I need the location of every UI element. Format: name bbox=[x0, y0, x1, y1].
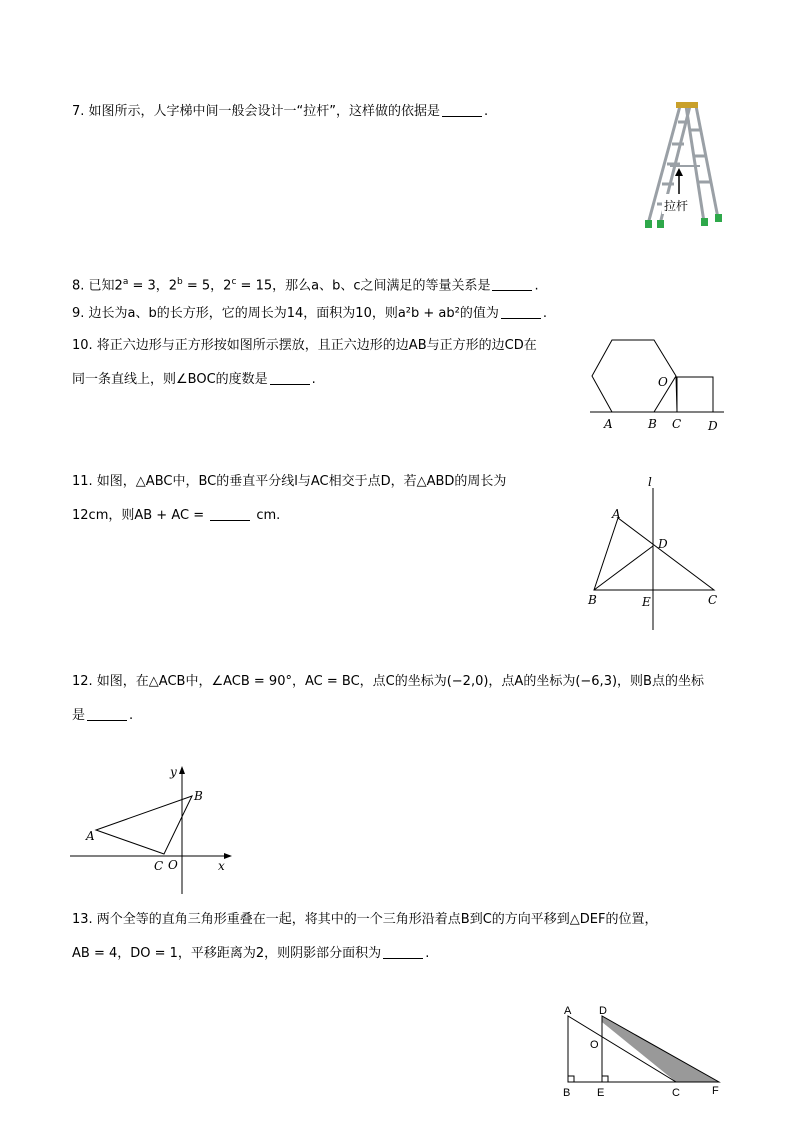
hexagon-square-figure bbox=[588, 334, 728, 442]
ladder-figure bbox=[640, 100, 724, 238]
svg-text:F: F bbox=[712, 1085, 719, 1097]
ladder-foot bbox=[645, 220, 652, 228]
svg-text:B: B bbox=[563, 1087, 571, 1099]
question-7: 7. 如图所示，人字梯中间一般会设计一“拉杆”，这样做的依据是 . bbox=[72, 104, 489, 119]
answer-blank[interactable] bbox=[270, 370, 310, 385]
answer-blank[interactable] bbox=[210, 506, 250, 521]
svg-text:l: l bbox=[648, 475, 652, 489]
question-10: 10. 将正六边形与正方形按如图所示摆放，且正六边形的边AB与正方形的边CD在 同一条直线上，则∠BOC的度数是 . bbox=[72, 338, 537, 387]
y-arrow-icon bbox=[179, 766, 185, 774]
svg-text:C: C bbox=[672, 1087, 680, 1099]
triangle-acb bbox=[96, 796, 192, 854]
svg-text:O: O bbox=[168, 858, 178, 872]
svg-text:C: C bbox=[154, 859, 164, 873]
arrow-up-icon bbox=[675, 168, 683, 176]
svg-text:C: C bbox=[708, 593, 718, 607]
svg-text:A: A bbox=[564, 1005, 572, 1017]
answer-blank[interactable] bbox=[383, 944, 423, 959]
svg-text:D: D bbox=[599, 1005, 607, 1017]
question-8: 8. 已知$2^a = 3$，$2^b = 5$，$2^c = 15$，那么a、b、c之间满足的等量关系是 . bbox=[72, 277, 539, 294]
answer-blank[interactable] bbox=[442, 102, 482, 117]
question-13: 13. 两个全等的直角三角形重叠在一起，将其中的一个三角形沿着点B到C的方向平移到△DEF的位置， AB = 4，DO = 1，平移距离为2，则阴影部分面积为 . bbox=[72, 912, 658, 961]
svg-text:y: y bbox=[170, 765, 177, 779]
question-11: 11. 如图，△ABC中，BC的垂直平分线l与AC相交于点D，若△ABD的周长为 12cm，则AB + AC = cm. bbox=[72, 474, 507, 523]
coordinate-figure bbox=[66, 760, 242, 904]
x-arrow-icon bbox=[224, 853, 232, 859]
answer-blank[interactable] bbox=[492, 276, 532, 291]
question-9: 9. 边长为a、b的长方形，它的周长为14，面积为10，则a²b + ab²的值为 . bbox=[72, 306, 547, 321]
svg-text:O: O bbox=[658, 375, 668, 389]
svg-text:C: C bbox=[672, 417, 682, 431]
svg-text:D: D bbox=[708, 419, 718, 433]
answer-blank[interactable] bbox=[87, 706, 127, 721]
ladder-top bbox=[676, 102, 698, 108]
translation-figure bbox=[556, 1004, 726, 1104]
label-lagan: 拉杆 bbox=[664, 199, 689, 213]
svg-text:B: B bbox=[588, 593, 597, 607]
svg-text:B: B bbox=[648, 417, 657, 431]
svg-text:A: A bbox=[86, 829, 95, 843]
svg-text:A: A bbox=[612, 507, 621, 521]
svg-text:E: E bbox=[597, 1087, 605, 1099]
svg-text:B: B bbox=[194, 789, 203, 803]
svg-text:O: O bbox=[590, 1039, 599, 1051]
question-12: 12. 如图，在△ACB中，∠ACB = 90°，AC = BC，点C的坐标为(−2,0)，点A的坐标为(−6,3)，则B点的坐标 是 . bbox=[72, 674, 704, 723]
svg-text:D: D bbox=[658, 537, 668, 551]
svg-text:A: A bbox=[604, 417, 613, 431]
question-7-text: 7. 如图所示，人字梯中间一般会设计一“拉杆”，这样做的依据是 bbox=[72, 104, 441, 119]
svg-text:x: x bbox=[218, 859, 225, 873]
square bbox=[677, 377, 713, 412]
answer-blank[interactable] bbox=[501, 304, 541, 319]
svg-text:E: E bbox=[642, 595, 651, 609]
triangle-abc-figure bbox=[584, 474, 724, 638]
